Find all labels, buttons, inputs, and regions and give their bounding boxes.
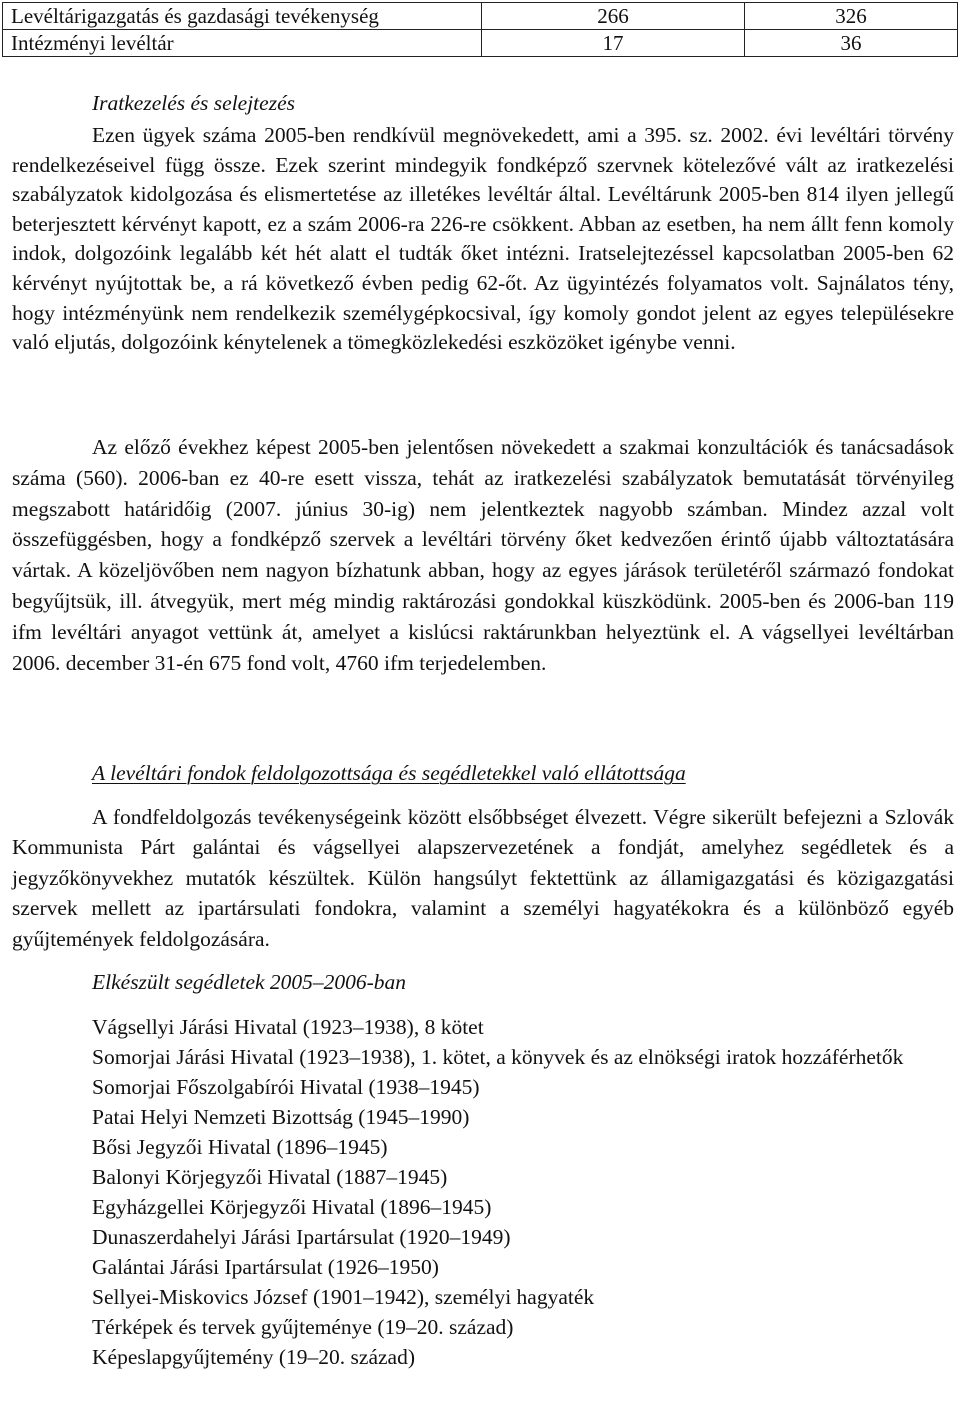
section-heading-segedletek: Elkészült segédletek 2005–2006-ban xyxy=(92,970,407,994)
list-item: Vágsellyi Járási Hivatal (1923–1938), 8 kötet xyxy=(92,1015,484,1039)
finding-aids-list xyxy=(92,1012,952,1372)
list-item: Somorjai Járási Hivatal (1923–1938), 1. kötet, a könyvek és az elnökségi iratok hozzáférhetők xyxy=(92,1045,904,1069)
list-item: Patai Helyi Nemzeti Bizottság (1945–1990) xyxy=(92,1105,470,1129)
list-item: Térképek és tervek gyűjteménye (19–20. század) xyxy=(92,1315,514,1339)
table-row xyxy=(3,3,958,30)
section-heading-iratkezeles: Iratkezelés és selejtezés xyxy=(92,91,295,115)
list-item: Bősi Jegyzői Hivatal (1896–1945) xyxy=(92,1135,388,1159)
table-cell-value-2006: 36 xyxy=(745,30,958,57)
table-cell-value-2005: 266 xyxy=(482,3,745,30)
table-cell-value-2006: 326 xyxy=(745,3,958,30)
table-cell-name: Levéltárigazgatás és gazdasági tevékenység xyxy=(3,3,482,30)
section-heading-feldolgozottsag: A levéltári fondok feldolgozottsága és segédletekkel való ellátottsága xyxy=(92,761,686,785)
table-row xyxy=(3,30,958,57)
list-item: Galántai Járási Ipartársulat (1926–1950) xyxy=(92,1255,439,1279)
list-item: Dunaszerdahelyi Járási Ipartársulat (1920–1949) xyxy=(92,1225,511,1249)
table-cell-name: Intézményi levéltár xyxy=(3,30,482,57)
list-item: Egyházgellei Körjegyzői Hivatal (1896–1945) xyxy=(92,1195,492,1219)
statistics-table xyxy=(2,2,958,57)
list-item: Sellyei-Miskovics József (1901–1942), személyi hagyaték xyxy=(92,1285,595,1309)
paragraph-iratkezeles-1: Ezen ügyek száma 2005-ben rendkívül megnövekedett, ami a 395. sz. 2002. évi levéltári törvény rendelkezéseivel függ össze. Ezek szerint mindegyik fondképző szervnek kötelezővé vált az iratkezelési szabályzatok kidolgozása és elismertetése az illetékes levéltár által. Levéltárunk 2005-ben 814 ilyen jellegű beterjesztett kérvényt kapott, ez a szám 2006-ra 226-re csökkent. Abban az esetben, ha nem állt fenn komoly indok, dolgozóink legalább két hét alatt el tudták őket intézni. Iratselejtezéssel kapcsolatban 2005-ben 62 kérvényt nyújtottak be, a rá következő évben pedig 62-őt. Az ügyintézés folyamatos volt. Sajnálatos tény, hogy intézményünk nem rendelkezik személygépkocsival, így komoly gondot jelent az egyes településekre való eljutás, dolgozóink kénytelenek a tömegközlekedési eszközöket igénybe venni. xyxy=(12,123,954,355)
paragraph-feldolgozottsag: A fondfeldolgozás tevékenységeink között elsőbbséget élvezett. Végre sikerült befejezni a Szlovák Kommunista Párt galántai és vágsellyei alapszervezetének a fondját, amelyhez segédletek és a jegyzőkönyvekhez mutatók készültek. Külön hangsúlyt fektettünk az államigazgatási és közigazgatási szervek mellett az ipartársulati fondokra, valamint a személyi hagyatékokra és a különböző egyéb gyűjtemények feldolgozására. xyxy=(12,805,954,951)
list-item: Balonyi Körjegyzői Hivatal (1887–1945) xyxy=(92,1165,448,1189)
list-item: Somorjai Főszolgabírói Hivatal (1938–1945) xyxy=(92,1075,480,1099)
list-item: Képeslapgyűjtemény (19–20. század) xyxy=(92,1345,415,1369)
table-cell-value-2005: 17 xyxy=(482,30,745,57)
paragraph-iratkezeles-2: Az előző évekhez képest 2005-ben jelentősen növekedett a szakmai konzultációk és tanácsadások száma (560). 2006-ban ez 40-re esett vissza, tehát az iratkezelési szabályzatok bemutatását törvényileg megszabott határidőig (2007. június 30-ig) nem jelentkeztek nagyobb számban. Mindez azzal volt összefüggésben, hogy a fondképző szervek a levéltári törvény őket kedvezően érintő újabb változtatására vártak. A közeljövőben nem nagyon bízhatunk abban, hogy az egyes járások területéről származó fondokat begyűjtsük, ill. átvegyük, mert még mindig raktározási gondokkal küszködünk. 2005-ben és 2006-ban 119 ifm levéltári anyagot vettünk át, amelyet a kislúcsi raktárunkban helyeztünk el. A vágsellyei levéltárban 2006. december 31-én 675 fond volt, 4760 ifm terjedelemben. xyxy=(12,435,954,675)
